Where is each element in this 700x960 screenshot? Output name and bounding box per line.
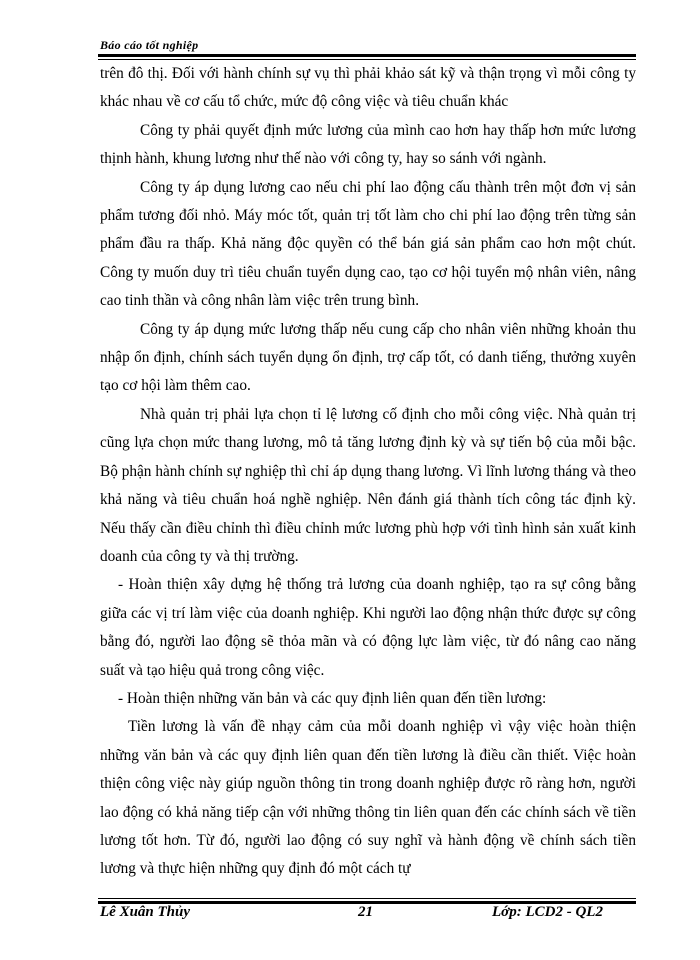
footer-page-number: 21 (358, 904, 373, 920)
paragraph-8: Tiền lương là vấn đề nhạy cảm của mỗi doanh nghiệp vì vậy việc hoàn thiện những văn bản và các quy định liên quan đến tiền lương là điều cần thiết. Việc hoàn thiện công việc này giúp nguồn thông tin trong doanh nghiệp được rõ ràng hơn, người lao động có khả năng tiếp cận với những thông tin liên quan đến các chính sách về tiền lương tốt hơn. Từ đó, người lao động có suy nghĩ và hành động về chính sách tiền lương và thực hiện những quy định đó một cách tự (100, 718, 636, 878)
footer-author: Lê Xuân Thủy (100, 904, 191, 920)
paragraph-1: trên đô thị. Đối với hành chính sự vụ thì phải khảo sát kỹ và thận trọng vì mỗi công ty khác nhau về cơ cấu tổ chức, mức độ công việc và tiêu chuẩn khác (100, 65, 636, 111)
paragraph-5: Nhà quản trị phải lựa chọn tỉ lệ lương cố định cho mỗi công việc. Nhà quản trị cũng lựa chọn mức thang lương, mô tả tăng lương định kỳ và sự tiến bộ của mỗi bậc. Bộ phận hành chính sự nghiệp thì chỉ áp dụng thang lương. Vì lĩnh lương tháng và theo khả năng và tiêu chuẩn hoá nghề nghiệp. Nên đánh giá thành tích công tác định kỳ. Nếu thấy cần điều chỉnh thì điều chỉnh mức lương phù hợp với tình hình sản xuất kinh doanh của công ty và thị trường. (100, 405, 636, 565)
header-title: Báo cáo tốt nghiệp (100, 38, 199, 52)
footer-rule-thin (98, 898, 636, 899)
paragraph-6: - Hoàn thiện xây dựng hệ thống trả lương của doanh nghiệp, tạo ra sự công bằng giữa các vị trí làm việc của doanh nghiệp. Khi người lao động nhận thức được sự công bằng đó, người lao động sẽ thỏa mãn và có động lực làm việc, từ đó nâng cao năng suất và tạo hiệu quả trong công việc. (100, 576, 636, 679)
paragraph-3: Công ty áp dụng lương cao nếu chi phí lao động cấu thành trên một đơn vị sản phẩm tương đối nhỏ. Máy móc tốt, quản trị tốt làm cho chi phí lao động trên từng sản phẩm đầu ra thấp. Khả năng độc quyền có thể bán giá sản phẩm cao hơn một chút. Công ty muốn duy trì tiêu chuẩn tuyển dụng cao, tạo cơ hội tuyển mộ nhân viên, nâng cao tinh thần và công nhân làm việc trên trung bình. (100, 178, 636, 310)
body-text (100, 60, 636, 884)
footer-class-info: Lớp: LCD2 - QL2 (492, 904, 603, 920)
header-rule-thick (98, 54, 636, 57)
paragraph-2: Công ty phải quyết định mức lương của mình cao hơn hay thấp hơn mức lương thịnh hành, khung lương như thế nào với công ty, hay so sánh với ngành. (100, 121, 636, 168)
paragraph-4: Công ty áp dụng mức lương thấp nếu cung cấp cho nhân viên những khoản thu nhập ổn định, chính sách tuyển dụng ổn định, trợ cấp tốt, có danh tiếng, thưởng xuyên tạo cơ hội làm thêm cao. (100, 320, 636, 395)
paragraph-7: - Hoàn thiện những văn bản và các quy định liên quan đến tiền lương: (118, 689, 547, 707)
